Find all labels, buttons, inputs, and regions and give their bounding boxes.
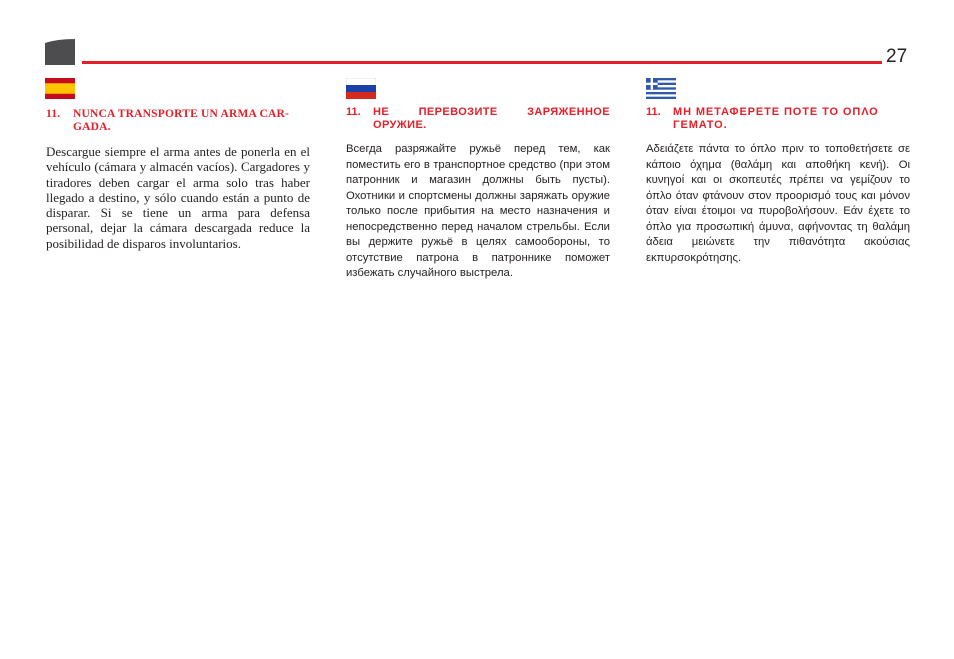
brand-logo-icon: [45, 39, 75, 65]
section-number: 11.: [46, 108, 61, 120]
section-number: 11.: [646, 106, 661, 118]
section-body: Αδειάζετε πάντα το όπλο πριν το τοποθετήσετε σε κάποιο όχημα (θαλάμη και αποθήκη κενή). Οι κυνηγοί και οι σκοπευτές πρέπει να γεμίζουν το όπλο όταν φτάνουν στον προορισμό τους και μόνον όταν είναι έτοιμοι να πυροβολήσουν. Εάν έχετε το όπλο για προσωπική άμυνα, αφήνοντας τη θαλάμη άδεια μειώνετε την πιθανότητα ακούσιας εκπυρσοκρότησης.: [646, 143, 910, 264]
section-title: ΜΗ ΜΕΤΑΦΕΡΕΤΕ ΠΟΤΕ ΤΟ ΟΠΛΟ ΓΕΜΑΤΟ.: [673, 106, 879, 131]
greece-flag-icon: [646, 78, 676, 99]
spain-flag-icon: [45, 78, 75, 99]
section-title: НЕ ПЕРЕВОЗИТЕ ЗАРЯЖЕННОЕ ОРУЖИЕ.: [373, 106, 610, 131]
section-heading: [346, 106, 610, 132]
section-russian: [346, 106, 610, 282]
russia-flag-icon: [346, 78, 376, 99]
section-heading: [646, 106, 910, 132]
section-greek: [646, 106, 910, 266]
section-number: 11.: [346, 106, 361, 118]
header-rule: [82, 61, 882, 64]
section-body: Descargue siempre el arma antes de ponerla en el vehículo (cámara y almacén vacíos). Cargadores y tiradores deben cargar el arma solo tras haber llegado a destino, y sólo cuando están a punto de disparar. Si se tiene un arma para defensa personal, dejar la cámara descargada reduce la posibilidad de disparos involuntarios.: [46, 144, 310, 251]
section-body: Всегда разряжайте ружьё перед тем, как поместить его в транспортное средство (при этом патронник и магазин должны быть пусты). Охотники и спортсмены должны заряжать оружие только после прибытия на место назначения и непосредственно перед началом стрельбы. Если вы держите ружьё в целях самообороны, то отсутствие патрона в патроннике поможет избежать случайного выстрела.: [346, 143, 610, 279]
page-number: 27: [886, 46, 908, 67]
section-title: NUNCA TRANSPORTE UN ARMA CAR-GADA.: [73, 108, 290, 133]
section-spanish: [46, 106, 310, 251]
section-heading: [46, 108, 310, 134]
